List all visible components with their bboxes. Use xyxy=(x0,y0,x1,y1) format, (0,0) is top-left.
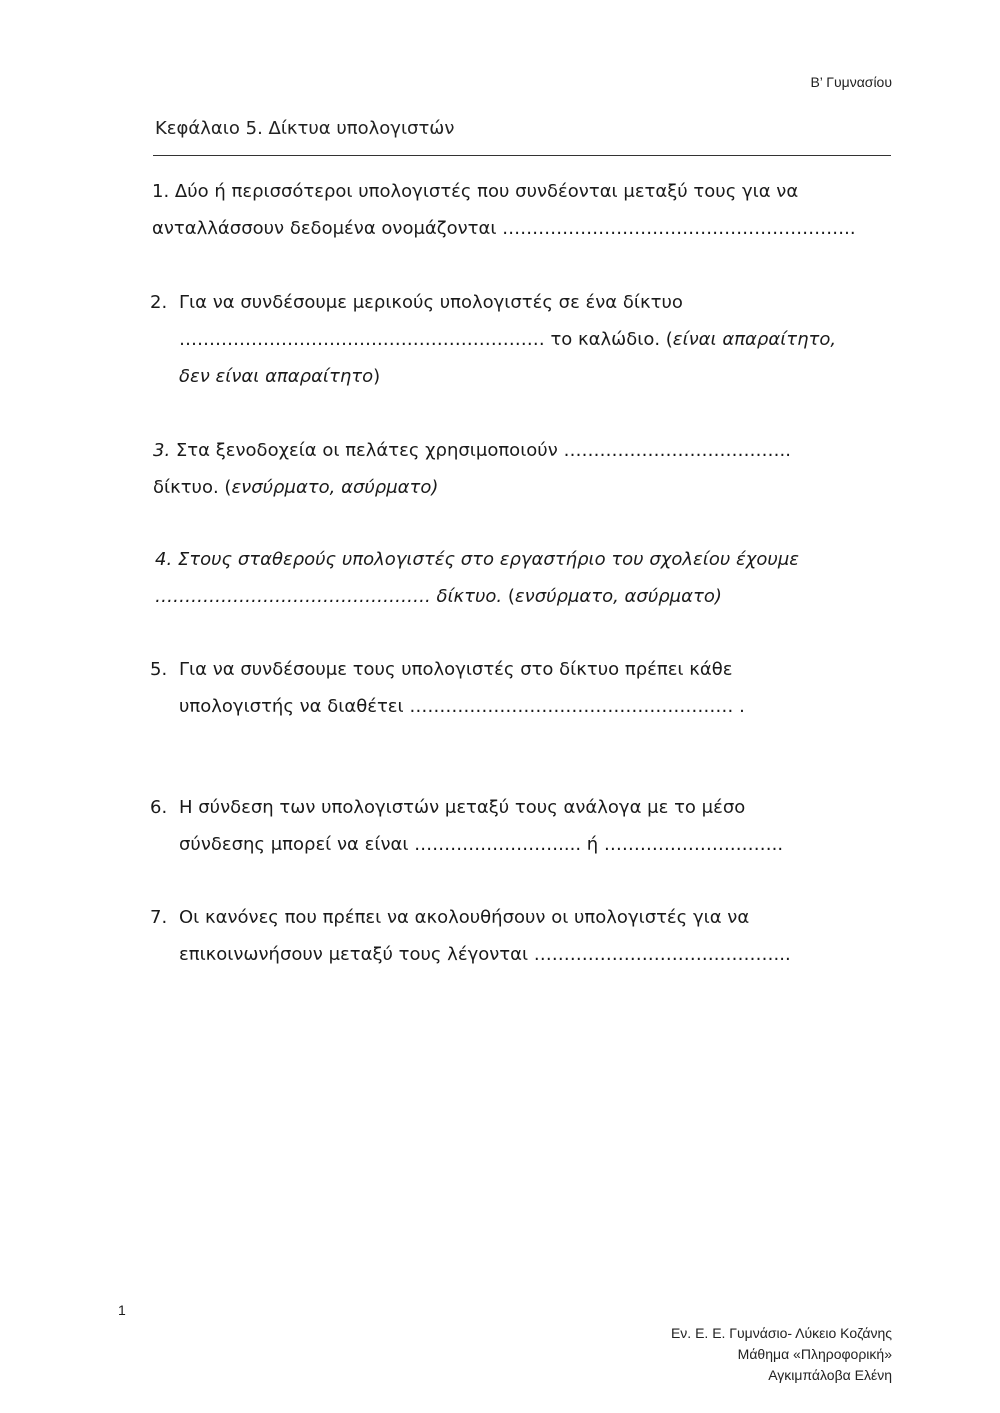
question-3-line-1 xyxy=(153,432,883,469)
question-4-text: Στους σταθερούς υπολογιστές στο εργαστήριο του σχολείου έχουμε xyxy=(177,549,800,570)
question-3 xyxy=(153,432,883,506)
question-4 xyxy=(155,541,885,615)
question-3-options: ενσύρματο, ασύρματο) xyxy=(231,477,439,498)
question-5-text: Για να συνδέσουμε τους υπολογιστές στο δίκτυο πρέπει κάθε xyxy=(179,659,733,680)
question-1 xyxy=(152,173,892,247)
question-2-blank: …………………………….……………………… το καλώδιο. ( xyxy=(179,329,673,350)
question-2 xyxy=(150,284,880,395)
question-1-text: Δύο ή περισσότεροι υπολογιστές που συνδέονται μεταξύ τους για να xyxy=(174,181,799,202)
question-1-line-2: ανταλλάσσουν δεδομένα ονομάζονται ………………………………………………….. xyxy=(152,218,856,239)
question-6-number: 6. xyxy=(150,797,168,818)
question-7-line-1 xyxy=(150,899,880,936)
question-6-line-2: σύνδεσης μπορεί να είναι …………………….... ή ………………….…….. xyxy=(179,834,784,855)
question-6-line-1 xyxy=(150,789,880,826)
question-1-line-1 xyxy=(152,173,892,210)
footer-school: Εν. Ε. Ε. Γυμνάσιο- Λύκειο Κοζάνης xyxy=(670,1325,892,1341)
question-4-paren: ( xyxy=(502,586,515,607)
question-7 xyxy=(150,899,880,973)
footer xyxy=(671,1323,892,1386)
question-2-line-1 xyxy=(150,284,880,321)
question-2-line-2 xyxy=(150,321,880,358)
question-7-line-2: επικοινωνήσουν μεταξύ τους λέγονται ………………………….………... xyxy=(179,944,791,965)
question-4-blank: ………………………………………. δίκτυο. xyxy=(155,586,503,607)
footer-course: Μάθημα «Πληροφορική» xyxy=(737,1346,892,1362)
question-7-text: Οι κανόνες που πρέπει να ακολουθήσουν οι υπολογιστές για να xyxy=(179,907,750,928)
question-5-line-2: υπολογιστής να διαθέτει ……………………………………………… . xyxy=(179,696,745,717)
question-1-number: 1. xyxy=(152,181,170,202)
question-4-number: 4. xyxy=(155,549,173,570)
page-number: 1 xyxy=(118,1302,126,1318)
question-2-option-b: δεν είναι απαραίτητο xyxy=(179,366,374,387)
title-divider xyxy=(153,155,891,156)
question-2-line-3 xyxy=(150,358,880,395)
question-3-line-2 xyxy=(153,469,883,506)
grade-label: Β’ Γυμνασίου xyxy=(810,74,892,90)
question-7-number: 7. xyxy=(150,907,168,928)
footer-author: Αγκιμπάλοβα Ελένη xyxy=(768,1367,892,1383)
question-3-number: 3. xyxy=(153,440,171,461)
question-6 xyxy=(150,789,880,863)
question-3-word: δίκτυο. ( xyxy=(153,477,232,498)
question-5 xyxy=(150,651,880,725)
question-3-text: Στα ξενοδοχεία οι πελάτες χρησιμοποιούν ……………………………….. xyxy=(175,440,791,461)
question-2-close: ) xyxy=(373,366,381,387)
question-2-option-a: είναι απαραίτητο, xyxy=(672,329,837,350)
question-5-number: 5. xyxy=(150,659,168,680)
question-6-text: Η σύνδεση των υπολογιστών μεταξύ τους ανάλογα με το μέσο xyxy=(179,797,746,818)
question-4-line-1 xyxy=(155,541,885,578)
question-4-options: ενσύρματο, ασύρματο) xyxy=(514,586,722,607)
question-2-number: 2. xyxy=(150,292,168,313)
page-title: Κεφάλαιο 5. Δίκτυα υπολογιστών xyxy=(155,118,455,139)
question-2-text: Για να συνδέσουμε μερικούς υπολογιστές σε ένα δίκτυο xyxy=(179,292,683,313)
question-5-line-1 xyxy=(150,651,880,688)
question-4-line-2 xyxy=(155,578,885,615)
